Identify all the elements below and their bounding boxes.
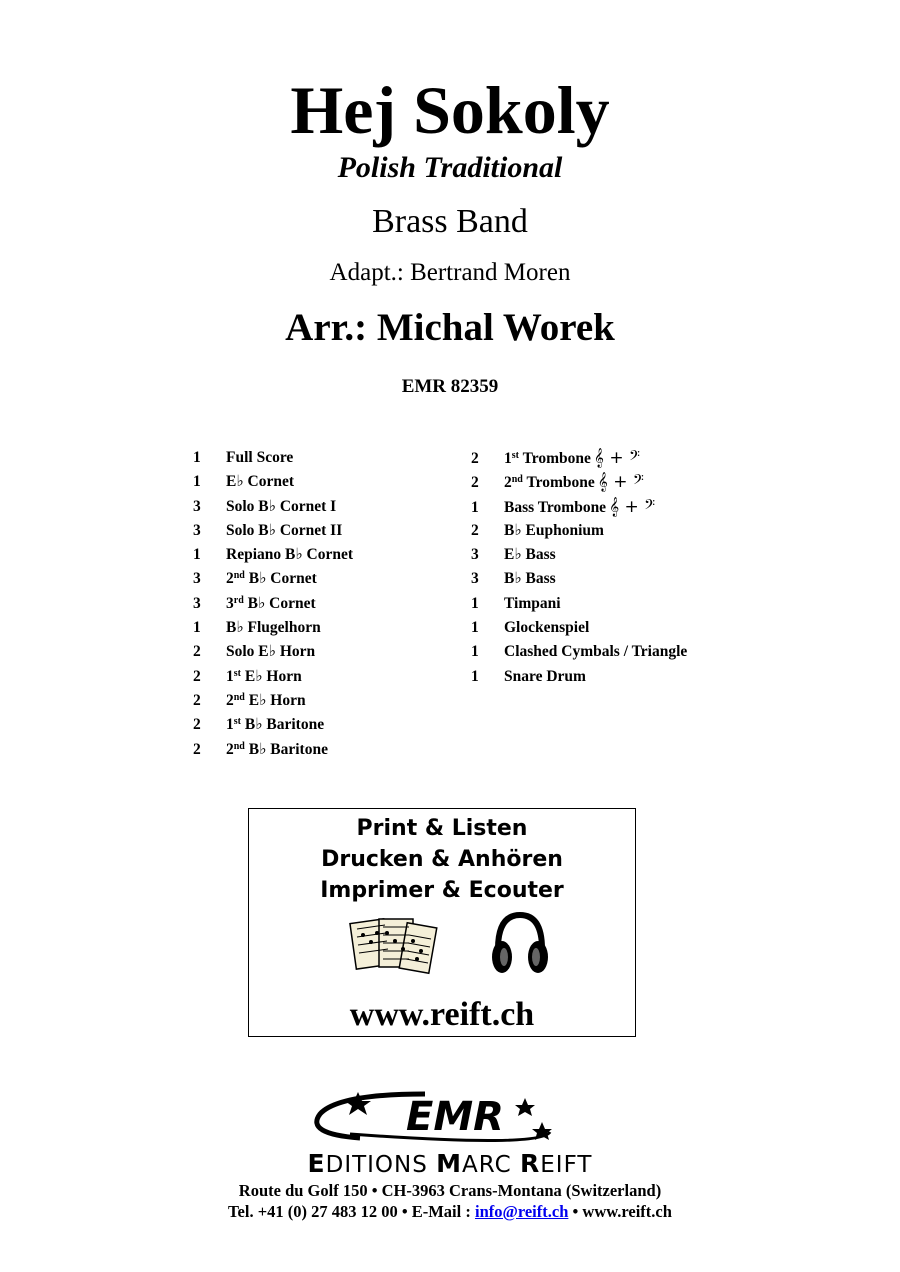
part-name: [226, 692, 306, 709]
part-label: Trombone: [522, 474, 595, 492]
publisher-part-ditions: DITIONS: [325, 1152, 437, 1178]
part-name: [504, 668, 586, 685]
part-ordinal-suffix: nd: [233, 691, 245, 703]
clef-icon: 𝄞 + 𝄢: [609, 496, 656, 517]
part-name: [226, 498, 336, 515]
part-row: [193, 713, 353, 737]
part-quantity: 1: [193, 619, 201, 637]
part-ordinal: 2: [226, 691, 234, 709]
part-label: B♭ Baritone: [244, 740, 328, 758]
part-row: [471, 495, 687, 519]
publisher-initial-r: R: [520, 1149, 541, 1178]
part-name: [226, 741, 328, 758]
part-quantity: 1: [471, 498, 479, 516]
part-ordinal-suffix: nd: [233, 740, 245, 752]
part-label: B♭ Flugelhorn: [226, 619, 321, 637]
part-row: [193, 665, 353, 689]
parts-list-left: [193, 446, 353, 762]
part-quantity: 3: [193, 570, 201, 588]
part-quantity: 1: [193, 546, 201, 564]
part-row: [471, 567, 687, 591]
part-name: [226, 643, 315, 660]
part-label: B♭ Cornet: [243, 594, 316, 612]
logo-text: EMR: [406, 1094, 504, 1140]
part-ordinal-suffix: nd: [233, 570, 245, 582]
part-label: Full Score: [226, 449, 294, 466]
part-label: B♭ Baritone: [240, 716, 325, 734]
part-name: [226, 473, 294, 490]
part-row: [471, 519, 687, 543]
part-label: E♭ Horn: [240, 667, 302, 685]
part-ordinal: 1: [226, 667, 234, 685]
part-name: [504, 595, 561, 612]
part-ordinal-suffix: rd: [233, 594, 244, 606]
part-ordinal: 2: [504, 474, 512, 492]
part-ordinal: 3: [226, 594, 234, 612]
part-name: [226, 619, 321, 636]
publisher-contact: [0, 1201, 900, 1223]
part-label: E♭ Cornet: [226, 473, 295, 491]
part-quantity: 2: [193, 667, 201, 685]
part-row: [193, 519, 353, 543]
part-ordinal-suffix: nd: [511, 474, 523, 486]
part-name: [504, 546, 556, 563]
parts-list-right: [471, 446, 687, 689]
part-name: [504, 643, 687, 660]
part-ordinal: 1: [504, 450, 512, 467]
part-row: [471, 665, 687, 689]
headphones-icon: [489, 909, 551, 977]
part-name: [504, 570, 556, 587]
part-row: [193, 592, 353, 616]
part-name: [504, 450, 640, 467]
part-row: [471, 470, 687, 494]
part-label: Timpani: [504, 594, 561, 612]
publisher-address: Route du Golf 150 • CH-3963 Crans-Montana (Switzerland): [238, 1181, 662, 1200]
part-row: [193, 616, 353, 640]
contact-phone: Tel. +41 (0) 27 483 12 00 • E-Mail :: [228, 1202, 475, 1221]
publisher-name: [0, 1150, 900, 1179]
piece-title: Hej Sokoly: [290, 72, 610, 148]
part-quantity: 3: [471, 570, 479, 588]
promo-line-french: Imprimer & Ecouter: [320, 878, 564, 903]
part-ordinal: 1: [226, 716, 234, 734]
clef-icon: 𝄞 + 𝄢: [593, 448, 640, 468]
sheet-music-icon: [349, 915, 441, 979]
part-quantity: 1: [471, 619, 479, 637]
part-row: [193, 470, 353, 494]
publisher-initial-m: M: [436, 1149, 463, 1178]
part-name: [226, 522, 342, 539]
part-quantity: 3: [193, 521, 201, 539]
part-label: B♭ Euphonium: [504, 521, 604, 539]
part-row: [193, 689, 353, 713]
part-ordinal: 2: [226, 570, 234, 588]
part-row: [193, 543, 353, 567]
clef-icon: 𝄞 + 𝄢: [597, 472, 644, 493]
piece-subtitle: Polish Traditional: [337, 151, 563, 184]
part-label: E♭ Horn: [244, 691, 306, 709]
part-row: [193, 446, 353, 470]
part-quantity: 2: [193, 643, 201, 661]
part-name: [226, 716, 324, 733]
part-quantity: 2: [471, 521, 479, 539]
part-label: Snare Drum: [504, 667, 586, 685]
part-name: [226, 668, 302, 685]
adaptation-credit: Adapt.: Bertrand Moren: [329, 259, 571, 286]
publisher-part-arc: ARC: [462, 1152, 520, 1178]
part-label: E♭ Bass: [504, 546, 556, 564]
part-name: [504, 496, 656, 517]
part-label: Solo B♭ Cornet I: [226, 497, 337, 515]
part-ordinal-suffix: st: [233, 667, 241, 679]
part-row: [193, 738, 353, 762]
part-label: B♭ Cornet: [244, 570, 317, 588]
part-label: Repiano B♭ Cornet: [226, 546, 354, 564]
catalog-number: EMR 82359: [401, 376, 499, 397]
emr-logo: [250, 1088, 650, 1146]
part-quantity: 1: [193, 473, 201, 491]
part-name: [226, 570, 317, 587]
part-label: Bass Trombone: [504, 498, 607, 516]
part-row: [193, 495, 353, 519]
publisher-initial-e: E: [307, 1149, 326, 1178]
part-label: Solo B♭ Cornet II: [226, 521, 343, 539]
print-listen-box: [248, 808, 636, 1037]
arranger-credit: Arr.: Michal Worek: [285, 306, 615, 349]
part-name: [504, 474, 644, 491]
part-row: [471, 640, 687, 664]
part-row: [193, 567, 353, 591]
part-ordinal: 2: [226, 740, 234, 758]
part-label: Clashed Cymbals / Triangle: [504, 643, 688, 661]
part-row: [193, 640, 353, 664]
promo-line-german: Drucken & Anhören: [321, 847, 563, 872]
part-quantity: 1: [471, 643, 479, 661]
publisher-part-eift: EIFT: [540, 1152, 593, 1178]
part-name: [226, 595, 316, 612]
part-quantity: 1: [471, 594, 479, 612]
part-row: [471, 616, 687, 640]
part-row: [471, 446, 687, 470]
part-quantity: 1: [471, 667, 479, 685]
part-label: Trombone: [518, 450, 591, 467]
part-name: [504, 619, 589, 636]
part-quantity: 2: [471, 450, 479, 467]
part-label: Solo E♭ Horn: [226, 643, 316, 661]
part-name: [226, 449, 293, 466]
part-quantity: 2: [471, 474, 479, 492]
part-ordinal-suffix: st: [511, 450, 519, 461]
email-link[interactable]: info@reift.ch: [474, 1202, 569, 1221]
contact-website: • www.reift.ch: [568, 1202, 672, 1221]
part-name: [504, 522, 604, 539]
part-quantity: 2: [193, 716, 201, 734]
part-quantity: 3: [193, 497, 201, 515]
promo-website[interactable]: www.reift.ch: [349, 996, 535, 1033]
part-name: [226, 546, 353, 563]
ensemble-label: Brass Band: [372, 203, 528, 240]
part-label: B♭ Bass: [504, 570, 556, 588]
part-quantity: 2: [193, 691, 201, 709]
part-row: [471, 592, 687, 616]
part-quantity: 3: [471, 546, 479, 564]
part-quantity: 2: [193, 740, 201, 758]
part-quantity: 3: [193, 594, 201, 612]
part-ordinal-suffix: st: [233, 716, 241, 728]
part-label: Glockenspiel: [504, 619, 590, 637]
promo-line-english: Print & Listen: [356, 816, 528, 841]
part-quantity: 1: [193, 449, 201, 466]
part-row: [471, 543, 687, 567]
